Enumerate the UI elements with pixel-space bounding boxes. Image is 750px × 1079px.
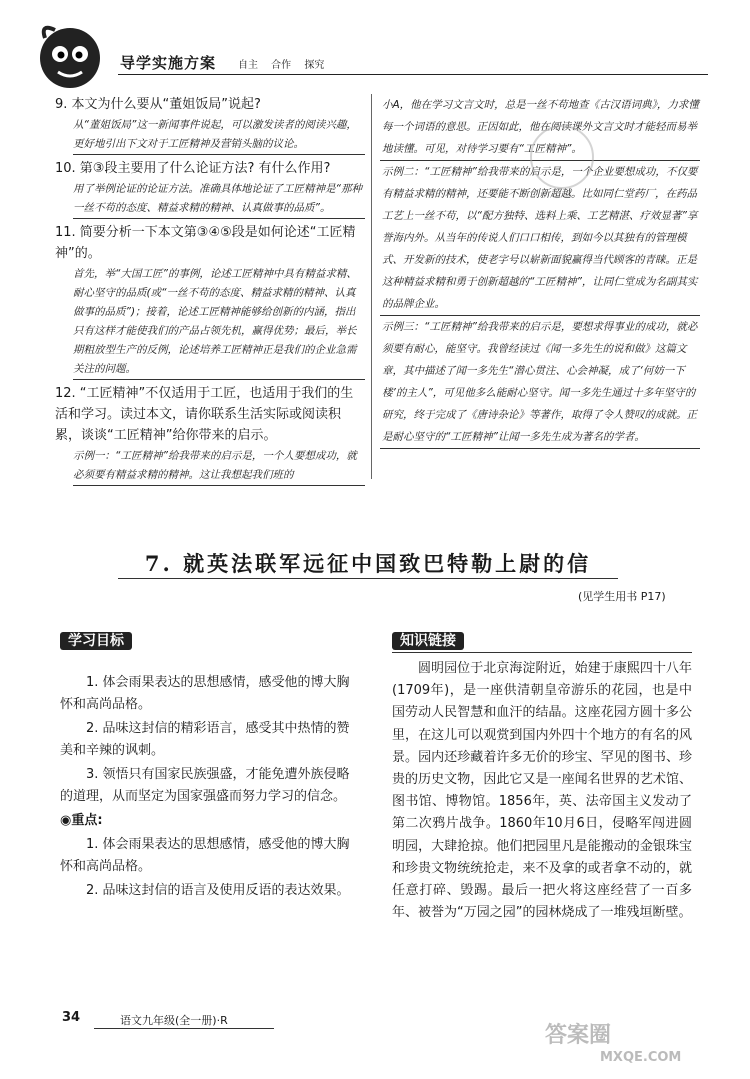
knowledge-rule — [392, 652, 692, 653]
goals-heading — [60, 630, 132, 650]
key-points-heading: ◉重点: — [60, 813, 103, 828]
goal-3: 3. 领悟只有国家民族强盛，才能免遭外族侵略的道理，从而坚定为国家强盛而努力学习的信念。 — [60, 767, 350, 804]
goal-2: 2. 品味这封信的精彩语言，感受其中热情的赞美和辛辣的讽刺。 — [60, 721, 350, 758]
answer-12: 示例一：“工匠精神”给我带来的启示是，一个人要想成功，就必须要有精益求精的精神。这让我想起我们班的 — [73, 447, 365, 486]
lesson-title: 7. 就英法联军远征中国致巴特勒上尉的信 — [144, 551, 592, 576]
answer-12-example-2: 示例二：“工匠精神”给我带来的启示是，一个企业要想成功，不仅要有精益求精的精神，还要能不断创新超越。比如同仁堂药厂，在药品工艺上一丝不苟，以“配方独特、选料上乘、工艺精湛、疗效显著”享誉海内外。从当年的传说人们口口相传，到如今以其独有的管理模式、开发新的技术，使老字号以崭新面貌赢得当代顾客的青睐。正是这种精益求精和勇于创新超越的“工匠精神”，让同仁堂成为名副其实的品牌企业。 — [380, 161, 700, 316]
question-11: 11. 简要分析一下本文第③④⑤段是如何论述“工匠精神”的。 — [55, 225, 356, 261]
answer-9: 从“董姐饭局”这一新闻事件说起，可以激发读者的阅读兴趣，更好地引出下文对于工匠精神及营销头脑的议论。 — [73, 116, 365, 155]
goals-heading-label: 学习目标 — [60, 632, 132, 650]
knowledge-heading-label: 知识链接 — [392, 632, 464, 650]
title-rule — [118, 578, 618, 579]
knowledge-heading — [392, 630, 464, 650]
question-12: 12. “工匠精神”不仅适用于工匠，也适用于我们的生活和学习。读过本文，请你联系生活实际或阅读积累，谈谈“工匠精神”给你带来的启示。 — [55, 386, 354, 443]
header-rule — [118, 74, 708, 75]
goal-1: 1. 体会雨果表达的思想感情，感受他的博大胸怀和高尚品格。 — [60, 675, 350, 712]
knowledge-text: 圆明园位于北京海淀附近，始建于康熙四十八年(1709年)，是一座供清朝皇帝游乐的花园，也是中国劳动人民智慧和血汗的结晶。这座花园方圆十多公里，在这儿可以观赏到国内外四十个地方的有名的风景。园内还珍藏着许多无价的珍宝、罕见的图书、珍贵的历史文物，因此它又是一座闻名世界的艺术馆、图书馆、博物馆。1856年，英、法帝国主义发动了第二次鸦片战争。1860年10月6日，侵略军闯进圆明园，大肆抢掠。他们把园里凡是能搬动的金银珠宝和珍贵文物统统抢走，来不及拿的或者拿不动的，就任意打碎、毁踢。最后一把火将这座经营了一百多年、被誉为“万园之园”的园林烧成了一堆残垣断壁。 — [392, 661, 692, 921]
footer-rule — [94, 1028, 274, 1029]
key-point-1: 1. 体会雨果表达的思想感情，感受他的博大胸怀和高尚品格。 — [60, 837, 350, 874]
answer-12-example-3: 示例三：“工匠精神”给我带来的启示是，要想求得事业的成功，就必须要有耐心，能坚守。我曾经读过《闻一多先生的说和做》这篇文章，其中描述了闻一多先生“潜心贯注、心会神凝，成了‘何妨一下楼’的主人”，可见他多么能耐心坚守。闻一多先生通过十多年坚守的研究，终于完成了《唐诗杂论》等著作，取得了令人赞叹的成就。正是耐心坚守的“工匠精神”让闻一多先生成为著名的学者。 — [380, 316, 700, 449]
column-divider — [371, 94, 372, 479]
answer-10: 用了举例论证的论证方法。准确具体地论证了工匠精神是“那种一丝不苟的态度、精益求精的精神、认真做事的品质”。 — [73, 180, 365, 219]
header-title: 导学实施方案 — [120, 54, 217, 72]
page-number: 34 — [62, 1010, 81, 1025]
question-10: 10. 第③段主要用了什么论证方法? 有什么作用? — [55, 161, 331, 176]
question-9: 9. 本文为什么要从“董姐饭局”说起? — [55, 97, 261, 112]
mascot-logo — [30, 18, 112, 100]
footer-book-title: 语文九年级(全一册)·R — [120, 1014, 228, 1027]
left-questions — [55, 94, 365, 489]
key-point-2: 2. 品味这封信的语言及使用反语的表达效果。 — [86, 883, 350, 898]
answer-11: 首先，举“大国工匠”的事例，论述工匠精神中具有精益求精、耐心坚守的品质(或“一丝不苟的态度、精益求精的精神、认真做事的品质”)；接着，论述工匠精神能够给创新的内涵，指出只有这样才能使我们的产品占领先机，赢得优势；最后，举长期粗放型生产的反例，论述培养工匠精神正是我们的企业急需关注的问题。 — [73, 265, 365, 380]
watermark-url: MXQE.COM — [600, 1050, 682, 1065]
lesson-reference: (见学生用书 P17) — [578, 590, 666, 603]
stamp-mark — [530, 125, 594, 189]
header-tags: 自主 合作 探究 — [238, 60, 325, 71]
answer-12-continued: 小A，他在学习文言文时，总是一丝不苟地查《古汉语词典》，力求懂每一个词语的意思。正因如此，他在阅读课外文言文时才能轻而易举地读懂。可见，对待学习要有“工匠精神”。 — [380, 94, 700, 161]
study-goals — [60, 672, 360, 904]
watermark-logo: 答案圈 — [545, 1023, 612, 1048]
